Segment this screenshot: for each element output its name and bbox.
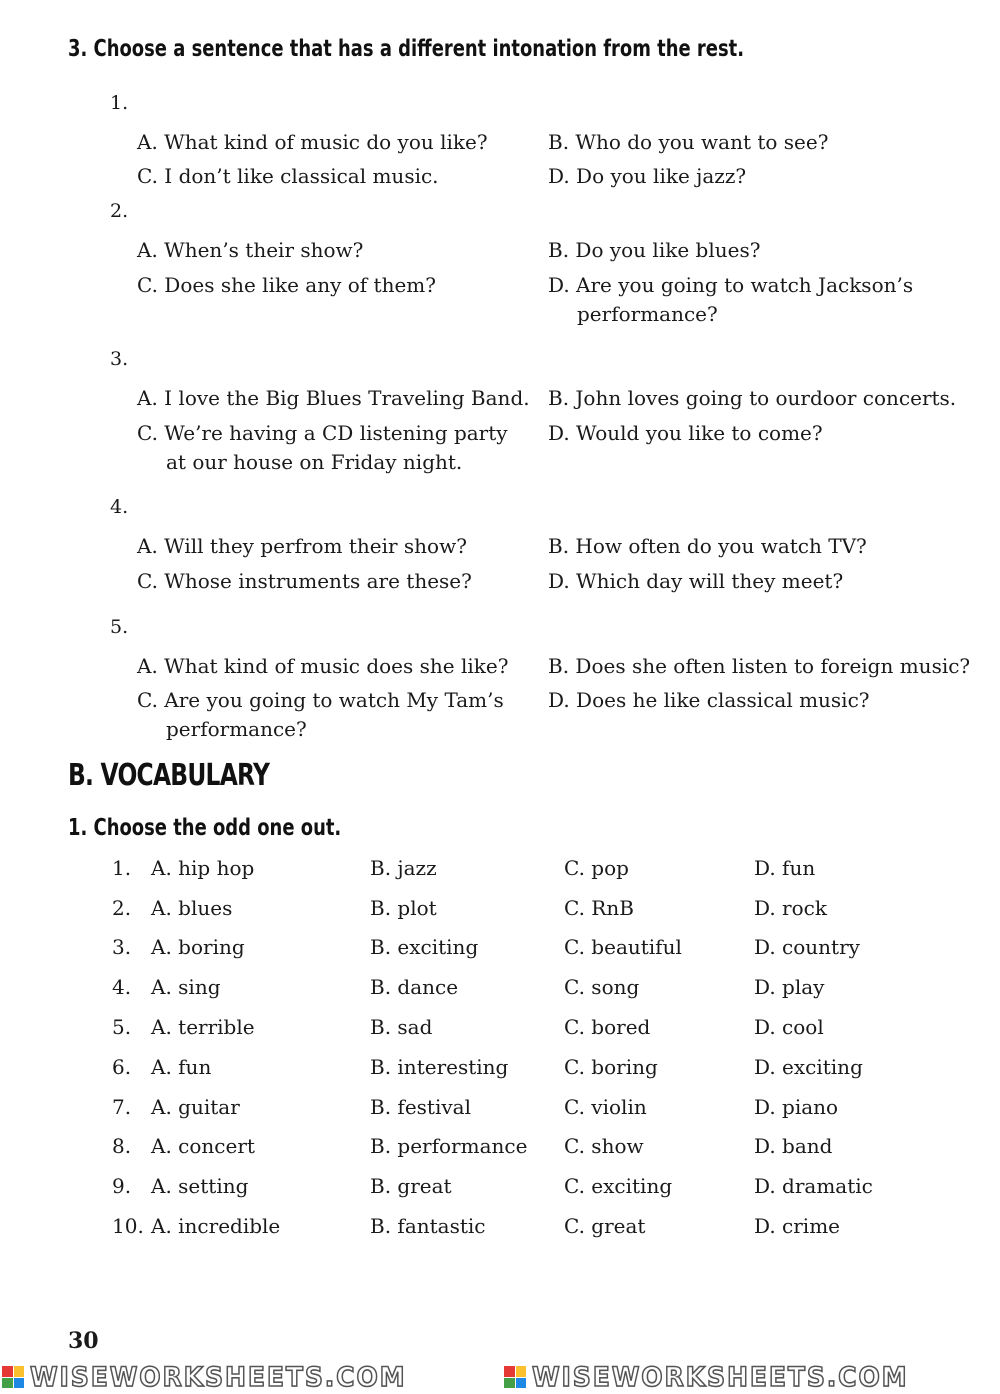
option-b: B. dance bbox=[370, 975, 459, 999]
vocab-row bbox=[0, 1095, 1000, 1125]
option-d-line1: D. Are you going to watch Jackson’s bbox=[548, 273, 914, 297]
option-a: A. Will they perfrom their show? bbox=[137, 534, 467, 558]
option-a: A. I love the Big Blues Traveling Band. bbox=[137, 386, 530, 410]
option-a: A. What kind of music does she like? bbox=[137, 654, 509, 678]
option-c: C. I don’t like classical music. bbox=[137, 164, 439, 188]
option-d: D. crime bbox=[754, 1214, 840, 1238]
brand-text: WISEWORKSHEETS.COM bbox=[532, 1361, 909, 1393]
option-d: D. Would you like to come? bbox=[548, 421, 823, 445]
vocab-row bbox=[0, 1174, 1000, 1204]
option-c: C. Does she like any of them? bbox=[137, 273, 436, 297]
option-d: D. rock bbox=[754, 896, 827, 920]
row-number: 2. bbox=[112, 896, 132, 920]
option-d: D. Do you like jazz? bbox=[548, 164, 747, 188]
option-c: C. pop bbox=[564, 856, 629, 880]
option-a: A. blues bbox=[151, 896, 233, 920]
option-b: B. plot bbox=[370, 896, 437, 920]
option-d: D. Does he like classical music? bbox=[548, 688, 870, 712]
option-d: D. country bbox=[754, 935, 860, 959]
section-3-heading: 3. Choose a sentence that has a different intonation from the rest. bbox=[68, 36, 745, 62]
option-b: B. exciting bbox=[370, 935, 479, 959]
option-a: A. hip hop bbox=[151, 856, 255, 880]
option-c-line2: at our house on Friday night. bbox=[166, 450, 463, 474]
option-c: C. violin bbox=[564, 1095, 647, 1119]
option-c-line2: performance? bbox=[166, 717, 307, 741]
option-a: A. concert bbox=[151, 1134, 255, 1158]
question-number: 2. bbox=[110, 200, 129, 222]
option-c-line1: C. Are you going to watch My Tam’s bbox=[137, 688, 504, 712]
question-number: 3. bbox=[110, 348, 129, 370]
option-c bbox=[137, 686, 504, 744]
option-d-line2: performance? bbox=[577, 302, 718, 326]
option-c: C. boring bbox=[564, 1055, 658, 1079]
vocab-row bbox=[0, 1055, 1000, 1085]
option-c-line1: C. We’re having a CD listening party bbox=[137, 421, 508, 445]
row-number: 1. bbox=[112, 856, 132, 880]
row-number: 6. bbox=[112, 1055, 132, 1079]
option-b: B. great bbox=[370, 1174, 452, 1198]
option-b: B. fantastic bbox=[370, 1214, 486, 1238]
brand-watermark bbox=[504, 1362, 937, 1392]
option-b: B. jazz bbox=[370, 856, 437, 880]
option-b: B. John loves going to ourdoor concerts. bbox=[548, 386, 957, 410]
vocab-row bbox=[0, 975, 1000, 1005]
option-a: A. What kind of music do you like? bbox=[137, 130, 488, 154]
option-d: D. band bbox=[754, 1134, 833, 1158]
question-number: 1. bbox=[110, 92, 129, 114]
option-d bbox=[548, 271, 913, 329]
option-b: B. Who do you want to see? bbox=[548, 130, 829, 154]
row-number: 5. bbox=[112, 1015, 132, 1039]
option-a: A. guitar bbox=[151, 1095, 240, 1119]
option-a: A. sing bbox=[151, 975, 221, 999]
row-number: 3. bbox=[112, 935, 132, 959]
row-number: 4. bbox=[112, 975, 132, 999]
option-a: A. When’s their show? bbox=[137, 238, 364, 262]
row-number: 10. bbox=[112, 1214, 144, 1238]
option-d: D. dramatic bbox=[754, 1174, 873, 1198]
vocab-row bbox=[0, 856, 1000, 886]
vocab-row bbox=[0, 1015, 1000, 1045]
option-c: C. show bbox=[564, 1134, 644, 1158]
option-b: B. performance bbox=[370, 1134, 528, 1158]
option-c: C. Whose instruments are these? bbox=[137, 569, 472, 593]
option-d: D. Which day will they meet? bbox=[548, 569, 844, 593]
option-b: B. festival bbox=[370, 1095, 471, 1119]
option-a: A. fun bbox=[151, 1055, 212, 1079]
option-c bbox=[137, 419, 508, 477]
option-c: C. RnB bbox=[564, 896, 634, 920]
option-c: C. bored bbox=[564, 1015, 651, 1039]
option-c: C. song bbox=[564, 975, 640, 999]
option-d: D. play bbox=[754, 975, 825, 999]
option-b: B. How often do you watch TV? bbox=[548, 534, 867, 558]
footer-watermark bbox=[0, 1362, 1000, 1392]
row-number: 8. bbox=[112, 1134, 132, 1158]
option-d: D. piano bbox=[754, 1095, 839, 1119]
brand-logo-icon bbox=[504, 1366, 526, 1388]
page-number: 30 bbox=[68, 1328, 99, 1354]
vocabulary-heading: B. VOCABULARY bbox=[68, 758, 270, 793]
row-number: 9. bbox=[112, 1174, 132, 1198]
row-number: 7. bbox=[112, 1095, 132, 1119]
option-b: B. Do you like blues? bbox=[548, 238, 761, 262]
option-a: A. incredible bbox=[151, 1214, 281, 1238]
option-a: A. setting bbox=[151, 1174, 249, 1198]
brand-logo-icon bbox=[2, 1366, 24, 1388]
option-a: A. boring bbox=[151, 935, 245, 959]
vocab-row bbox=[0, 1214, 1000, 1244]
vocab-row bbox=[0, 1134, 1000, 1164]
option-b: B. interesting bbox=[370, 1055, 509, 1079]
option-d: D. exciting bbox=[754, 1055, 863, 1079]
option-d: D. fun bbox=[754, 856, 816, 880]
option-c: C. great bbox=[564, 1214, 646, 1238]
question-number: 5. bbox=[110, 616, 129, 638]
question-number: 4. bbox=[110, 496, 129, 518]
option-c: C. beautiful bbox=[564, 935, 682, 959]
option-b: B. sad bbox=[370, 1015, 433, 1039]
option-c: C. exciting bbox=[564, 1174, 673, 1198]
brand-text: WISEWORKSHEETS.COM bbox=[30, 1361, 407, 1393]
vocab-row bbox=[0, 896, 1000, 926]
brand-watermark bbox=[2, 1362, 435, 1392]
option-d: D. cool bbox=[754, 1015, 824, 1039]
exercise-heading: 1. Choose the odd one out. bbox=[68, 815, 342, 841]
option-b: B. Does she often listen to foreign music? bbox=[548, 654, 971, 678]
vocab-row bbox=[0, 935, 1000, 965]
option-a: A. terrible bbox=[151, 1015, 255, 1039]
